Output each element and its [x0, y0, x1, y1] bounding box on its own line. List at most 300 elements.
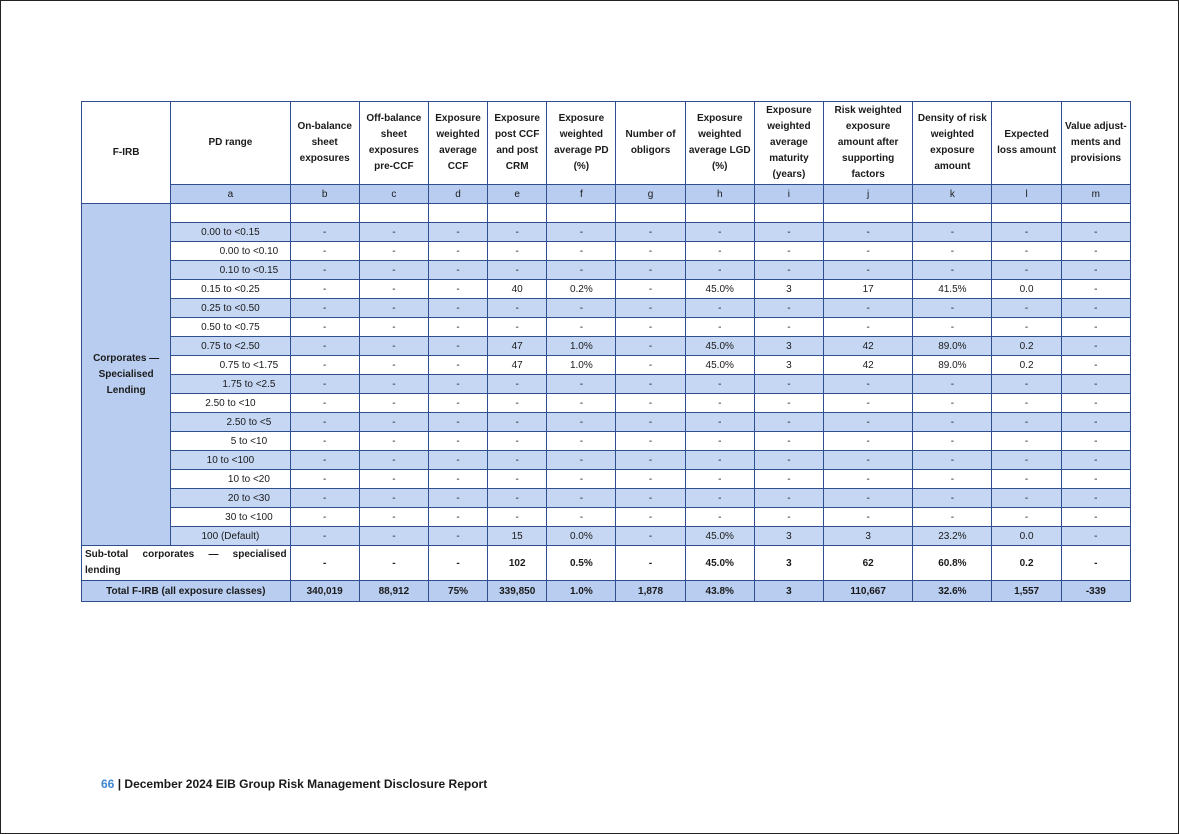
letter-f: f	[547, 185, 616, 204]
value-cell	[488, 204, 547, 223]
value-cell: -	[488, 375, 547, 394]
value-cell: -	[359, 261, 428, 280]
subtotal-value: -	[1061, 546, 1130, 581]
subtotal-value: 102	[488, 546, 547, 581]
table-row	[82, 470, 1131, 489]
value-cell: -	[685, 223, 754, 242]
value-cell: 47	[488, 356, 547, 375]
table-row	[82, 375, 1131, 394]
value-cell: -	[913, 318, 992, 337]
value-cell: -	[685, 261, 754, 280]
value-cell: -	[1061, 451, 1130, 470]
value-cell: -	[290, 413, 359, 432]
value-cell: -	[359, 470, 428, 489]
value-cell: 3	[824, 527, 913, 546]
subtotal-value: -	[359, 546, 428, 581]
value-cell: -	[290, 223, 359, 242]
section-label-corporates-specialised-lending: Corporates — Specialised Lending	[82, 204, 171, 546]
value-cell: -	[359, 356, 428, 375]
value-cell: -	[488, 508, 547, 527]
value-cell: -	[359, 394, 428, 413]
page-number: 66	[101, 777, 115, 791]
value-cell: -	[1061, 375, 1130, 394]
value-cell: -	[290, 356, 359, 375]
value-cell: 89.0%	[913, 356, 992, 375]
value-cell: -	[359, 432, 428, 451]
column-letters-row	[82, 185, 1131, 204]
f-irb-table	[81, 101, 1131, 602]
pd-range-label: 0.75 to <1.75	[171, 356, 290, 375]
value-cell: -	[992, 261, 1061, 280]
pd-range-label: 0.25 to <0.50	[171, 299, 290, 318]
value-cell: 3	[754, 527, 823, 546]
table-row	[82, 508, 1131, 527]
value-cell: -	[616, 223, 685, 242]
value-cell: -	[359, 413, 428, 432]
value-cell: -	[616, 356, 685, 375]
value-cell: -	[428, 375, 487, 394]
total-value: 1,878	[616, 581, 685, 602]
pd-range-label: 0.15 to <0.25	[171, 280, 290, 299]
value-cell: 3	[754, 280, 823, 299]
value-cell: -	[1061, 280, 1130, 299]
header-row	[82, 102, 1131, 185]
value-cell: -	[824, 242, 913, 261]
value-cell: -	[616, 299, 685, 318]
value-cell: -	[913, 375, 992, 394]
header-exposure-post-ccf: Exposure post CCF and post CRM	[488, 102, 547, 185]
value-cell: -	[824, 394, 913, 413]
value-cell: -	[1061, 489, 1130, 508]
value-cell: -	[428, 318, 487, 337]
pd-range-label: 30 to <100	[171, 508, 290, 527]
value-cell: -	[359, 299, 428, 318]
pd-range-label: 0.00 to <0.15	[171, 223, 290, 242]
value-cell: -	[1061, 432, 1130, 451]
value-cell: -	[992, 470, 1061, 489]
value-cell	[754, 204, 823, 223]
value-cell: -	[992, 432, 1061, 451]
letter-c: c	[359, 185, 428, 204]
value-cell: 0.2	[992, 337, 1061, 356]
value-cell: -	[913, 242, 992, 261]
letter-a: a	[171, 185, 290, 204]
letter-h: h	[685, 185, 754, 204]
table-row	[82, 204, 1131, 223]
value-cell: -	[359, 337, 428, 356]
value-cell: -	[488, 318, 547, 337]
value-cell	[992, 204, 1061, 223]
value-cell: -	[754, 375, 823, 394]
value-cell: -	[913, 489, 992, 508]
value-cell: 17	[824, 280, 913, 299]
value-cell	[359, 204, 428, 223]
value-cell: -	[1061, 508, 1130, 527]
value-cell: -	[992, 413, 1061, 432]
value-cell: -	[754, 223, 823, 242]
value-cell: -	[616, 508, 685, 527]
total-label: Total F-IRB (all exposure classes)	[82, 581, 291, 602]
header-on-balance: On-balance sheet exposures	[290, 102, 359, 185]
value-cell: -	[616, 432, 685, 451]
pd-range-label: 0.00 to <0.10	[171, 242, 290, 261]
value-cell: -	[913, 451, 992, 470]
value-cell: -	[913, 470, 992, 489]
value-cell: -	[824, 508, 913, 527]
value-cell: 47	[488, 337, 547, 356]
value-cell: -	[685, 242, 754, 261]
value-cell: -	[1061, 413, 1130, 432]
value-cell: 45.0%	[685, 337, 754, 356]
value-cell: -	[685, 432, 754, 451]
value-cell: 3	[754, 356, 823, 375]
value-cell: -	[1061, 299, 1130, 318]
letter-g: g	[616, 185, 685, 204]
pd-range-label: 0.75 to <2.50	[171, 337, 290, 356]
value-cell: 42	[824, 356, 913, 375]
value-cell: -	[488, 489, 547, 508]
page-footer	[101, 777, 487, 791]
value-cell: -	[290, 280, 359, 299]
total-value: 110,667	[824, 581, 913, 602]
value-cell: -	[428, 527, 487, 546]
value-cell: -	[616, 470, 685, 489]
total-value: 340,019	[290, 581, 359, 602]
value-cell: 42	[824, 337, 913, 356]
value-cell: -	[913, 299, 992, 318]
value-cell: -	[913, 508, 992, 527]
pd-range-label: 10 to <20	[171, 470, 290, 489]
header-avg-maturity: Exposure weighted average maturity (years)	[754, 102, 823, 185]
value-cell: -	[685, 413, 754, 432]
value-cell: 0.0	[992, 280, 1061, 299]
pd-range-label: 2.50 to <5	[171, 413, 290, 432]
table-row	[82, 432, 1131, 451]
value-cell: -	[290, 337, 359, 356]
subtotal-value: 45.0%	[685, 546, 754, 581]
value-cell: -	[754, 261, 823, 280]
header-avg-lgd: Exposure weighted average LGD (%)	[685, 102, 754, 185]
value-cell: 45.0%	[685, 527, 754, 546]
value-cell: -	[616, 318, 685, 337]
value-cell: -	[547, 413, 616, 432]
pd-range-label: 0.10 to <0.15	[171, 261, 290, 280]
value-cell: -	[754, 413, 823, 432]
total-value: 75%	[428, 581, 487, 602]
value-cell: -	[685, 375, 754, 394]
value-cell: -	[1061, 356, 1130, 375]
value-cell: -	[616, 489, 685, 508]
value-cell: -	[685, 489, 754, 508]
value-cell: -	[824, 261, 913, 280]
value-cell	[616, 204, 685, 223]
value-cell: -	[754, 451, 823, 470]
value-cell: -	[824, 375, 913, 394]
table-row	[82, 261, 1131, 280]
total-value: 1.0%	[547, 581, 616, 602]
value-cell: -	[1061, 223, 1130, 242]
value-cell	[428, 204, 487, 223]
value-cell: -	[290, 299, 359, 318]
header-rwea: Risk weighted exposure amount after supporting factors	[824, 102, 913, 185]
value-cell: -	[616, 337, 685, 356]
value-cell: -	[1061, 242, 1130, 261]
value-cell: -	[992, 451, 1061, 470]
value-cell: -	[488, 470, 547, 489]
value-cell: -	[290, 508, 359, 527]
value-cell: -	[359, 242, 428, 261]
value-cell: -	[685, 394, 754, 413]
value-cell: -	[428, 223, 487, 242]
total-row	[82, 581, 1131, 602]
value-cell: -	[754, 489, 823, 508]
value-cell: 0.0%	[547, 527, 616, 546]
value-cell: -	[992, 318, 1061, 337]
value-cell: -	[547, 261, 616, 280]
value-cell: -	[359, 489, 428, 508]
table-row	[82, 394, 1131, 413]
value-cell: 45.0%	[685, 280, 754, 299]
value-cell: -	[754, 432, 823, 451]
value-cell: -	[824, 413, 913, 432]
value-cell: 0.2%	[547, 280, 616, 299]
value-cell: -	[290, 432, 359, 451]
value-cell: -	[488, 223, 547, 242]
value-cell: -	[754, 299, 823, 318]
value-cell: -	[1061, 394, 1130, 413]
value-cell: -	[685, 318, 754, 337]
value-cell: -	[754, 508, 823, 527]
value-cell: 0.0	[992, 527, 1061, 546]
value-cell: -	[616, 375, 685, 394]
value-cell: -	[754, 394, 823, 413]
value-cell: -	[547, 432, 616, 451]
footer-title: December 2024 EIB Group Risk Management Disclosure Report	[124, 777, 488, 791]
value-cell: -	[824, 299, 913, 318]
value-cell: 89.0%	[913, 337, 992, 356]
letter-j: j	[824, 185, 913, 204]
header-avg-pd: Exposure weighted average PD (%)	[547, 102, 616, 185]
value-cell: -	[290, 318, 359, 337]
value-cell: -	[290, 394, 359, 413]
value-cell: -	[685, 470, 754, 489]
value-cell	[1061, 204, 1130, 223]
value-cell: -	[547, 375, 616, 394]
value-cell: -	[428, 261, 487, 280]
value-cell: -	[616, 527, 685, 546]
header-off-balance: Off-balance sheet exposures pre-CCF	[359, 102, 428, 185]
subtotal-value: 0.5%	[547, 546, 616, 581]
value-cell: -	[547, 299, 616, 318]
value-cell: -	[1061, 337, 1130, 356]
value-cell: -	[290, 489, 359, 508]
value-cell: -	[616, 413, 685, 432]
value-cell: -	[616, 451, 685, 470]
value-cell: -	[685, 508, 754, 527]
value-cell: -	[1061, 261, 1130, 280]
value-cell: -	[488, 413, 547, 432]
subtotal-value: 3	[754, 546, 823, 581]
subtotal-value: -	[290, 546, 359, 581]
value-cell: -	[913, 223, 992, 242]
value-cell: -	[616, 394, 685, 413]
value-cell: -	[1061, 527, 1130, 546]
value-cell: -	[754, 242, 823, 261]
subtotal-value: 0.2	[992, 546, 1061, 581]
table-row	[82, 280, 1131, 299]
value-cell: -	[359, 223, 428, 242]
value-cell: -	[428, 356, 487, 375]
header-expected-loss: Expected loss amount	[992, 102, 1061, 185]
value-cell: -	[428, 489, 487, 508]
pd-range-label: 20 to <30	[171, 489, 290, 508]
total-value: 32.6%	[913, 581, 992, 602]
value-cell: -	[992, 299, 1061, 318]
value-cell: 3	[754, 337, 823, 356]
total-value: 88,912	[359, 581, 428, 602]
value-cell: 15	[488, 527, 547, 546]
value-cell: -	[824, 470, 913, 489]
value-cell: -	[913, 261, 992, 280]
value-cell: -	[547, 451, 616, 470]
value-cell: -	[488, 432, 547, 451]
value-cell: -	[685, 451, 754, 470]
value-cell: -	[992, 242, 1061, 261]
value-cell	[685, 204, 754, 223]
table-row	[82, 242, 1131, 261]
pd-range-label: 0.50 to <0.75	[171, 318, 290, 337]
value-cell: -	[547, 489, 616, 508]
value-cell: -	[290, 242, 359, 261]
footer-separator: |	[117, 777, 122, 791]
value-cell: -	[616, 242, 685, 261]
value-cell: -	[488, 299, 547, 318]
value-cell: -	[992, 489, 1061, 508]
subtotal-label: Sub-total corporates — specialised lending	[82, 546, 291, 581]
value-cell: -	[685, 299, 754, 318]
value-cell: -	[992, 508, 1061, 527]
header-value-adjustments: Value adjust-ments and provisions	[1061, 102, 1130, 185]
value-cell: 1.0%	[547, 337, 616, 356]
value-cell: -	[754, 470, 823, 489]
subtotal-value: -	[616, 546, 685, 581]
subtotal-value: 62	[824, 546, 913, 581]
value-cell: -	[1061, 318, 1130, 337]
letter-b: b	[290, 185, 359, 204]
value-cell: -	[547, 223, 616, 242]
table-row	[82, 413, 1131, 432]
value-cell: -	[992, 375, 1061, 394]
value-cell: -	[616, 261, 685, 280]
subtotal-value: 60.8%	[913, 546, 992, 581]
subtotal-row	[82, 546, 1131, 581]
value-cell: -	[547, 242, 616, 261]
value-cell: -	[1061, 470, 1130, 489]
table-row	[82, 223, 1131, 242]
value-cell: -	[359, 280, 428, 299]
value-cell: -	[359, 318, 428, 337]
value-cell: -	[359, 527, 428, 546]
letter-e: e	[488, 185, 547, 204]
table-row	[82, 299, 1131, 318]
value-cell: -	[428, 432, 487, 451]
total-value: 43.8%	[685, 581, 754, 602]
value-cell: -	[428, 242, 487, 261]
pd-range-label	[171, 204, 290, 223]
value-cell: -	[290, 527, 359, 546]
header-ccf: Exposure weighted average CCF	[428, 102, 487, 185]
letter-d: d	[428, 185, 487, 204]
value-cell: -	[359, 375, 428, 394]
value-cell: -	[824, 451, 913, 470]
value-cell	[913, 204, 992, 223]
table-row	[82, 337, 1131, 356]
table-row	[82, 489, 1131, 508]
value-cell: -	[824, 318, 913, 337]
value-cell: -	[824, 489, 913, 508]
value-cell: -	[428, 299, 487, 318]
value-cell	[547, 204, 616, 223]
value-cell: -	[992, 394, 1061, 413]
value-cell: -	[913, 413, 992, 432]
value-cell: -	[824, 223, 913, 242]
value-cell: 45.0%	[685, 356, 754, 375]
value-cell: 0.2	[992, 356, 1061, 375]
value-cell: -	[290, 375, 359, 394]
pd-range-label: 100 (Default)	[171, 527, 290, 546]
header-density: Density of risk weighted exposure amount	[913, 102, 992, 185]
value-cell: -	[290, 470, 359, 489]
value-cell: -	[547, 318, 616, 337]
value-cell: -	[428, 280, 487, 299]
value-cell: -	[290, 451, 359, 470]
value-cell: -	[992, 223, 1061, 242]
value-cell: -	[547, 394, 616, 413]
value-cell: -	[359, 508, 428, 527]
value-cell	[290, 204, 359, 223]
total-value: -339	[1061, 581, 1130, 602]
value-cell: -	[488, 242, 547, 261]
header-obligors: Number of obligors	[616, 102, 685, 185]
value-cell: 40	[488, 280, 547, 299]
value-cell: -	[913, 394, 992, 413]
value-cell: -	[428, 470, 487, 489]
value-cell: -	[824, 432, 913, 451]
pd-range-label: 10 to <100	[171, 451, 290, 470]
value-cell: -	[428, 508, 487, 527]
total-value: 1,557	[992, 581, 1061, 602]
table-row	[82, 527, 1131, 546]
value-cell: -	[547, 508, 616, 527]
pd-range-label: 5 to <10	[171, 432, 290, 451]
value-cell: -	[547, 470, 616, 489]
table-body	[82, 204, 1131, 602]
value-cell	[824, 204, 913, 223]
subtotal-value: -	[428, 546, 487, 581]
total-value: 339,850	[488, 581, 547, 602]
value-cell: -	[616, 280, 685, 299]
header-pd-range: PD range	[171, 102, 290, 185]
value-cell: -	[754, 318, 823, 337]
value-cell: -	[290, 261, 359, 280]
pd-range-label: 1.75 to <2.5	[171, 375, 290, 394]
value-cell: 23.2%	[913, 527, 992, 546]
value-cell: -	[488, 394, 547, 413]
header-f-irb: F-IRB	[82, 102, 171, 204]
table-row	[82, 451, 1131, 470]
pd-range-label: 2.50 to <10	[171, 394, 290, 413]
letter-i: i	[754, 185, 823, 204]
